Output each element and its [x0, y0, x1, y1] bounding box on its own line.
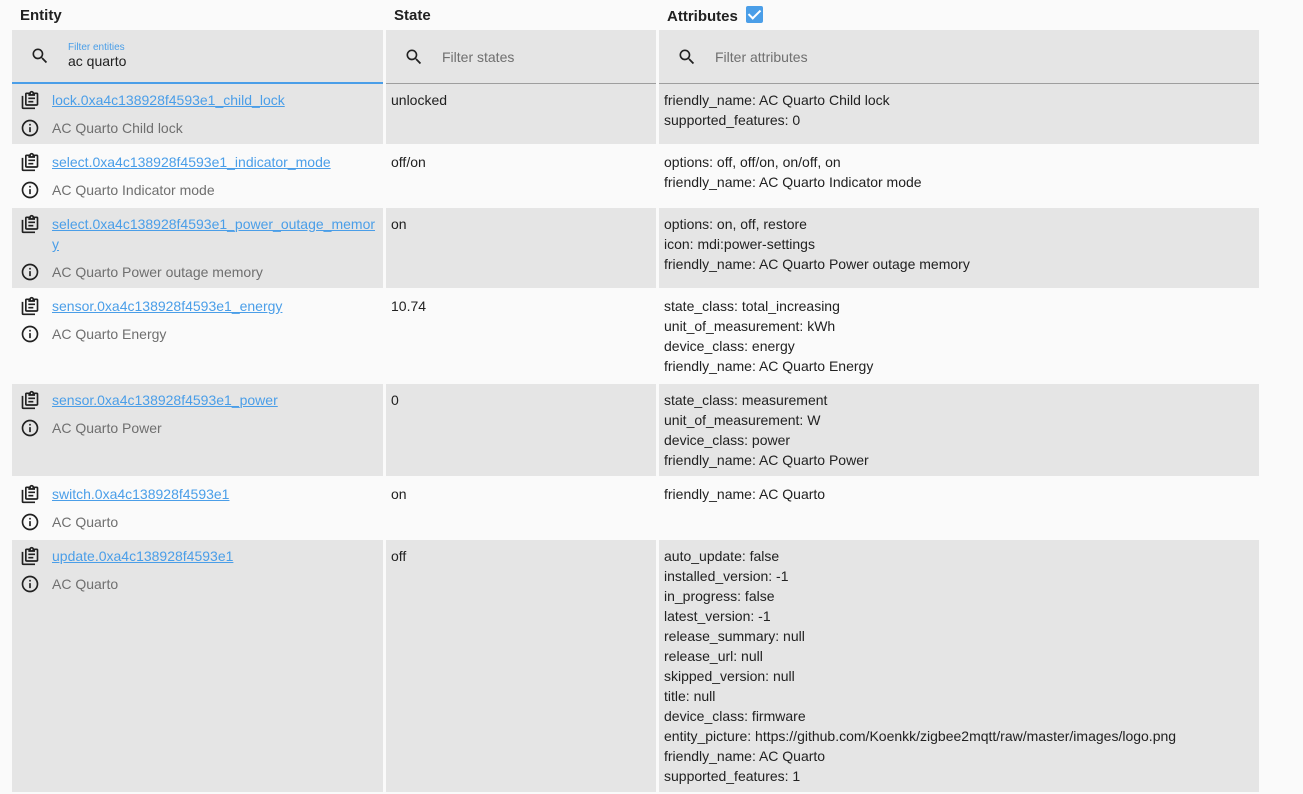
entity-friendly-name: AC Quarto Power [52, 420, 162, 436]
header-attributes [659, 0, 1259, 30]
copy-clipboard-icon[interactable] [20, 546, 40, 566]
info-icon[interactable] [20, 118, 40, 138]
attributes-cell [659, 146, 1259, 208]
table-row [12, 84, 1259, 146]
entity-id-link[interactable]: select.0xa4c138928f4593e1_indicator_mode [52, 154, 331, 170]
attribute-line: friendly_name: AC Quarto Child lock [664, 92, 890, 108]
attribute-line: entity_picture: https://github.com/Koenkk/zigbee2mqtt/raw/master/images/logo.png [664, 728, 1177, 744]
table-row [12, 208, 1259, 290]
state-value: on [391, 216, 407, 232]
entity-id-link[interactable]: sensor.0xa4c138928f4593e1_power [52, 392, 278, 408]
entity-id-link[interactable]: switch.0xa4c138928f4593e1 [52, 486, 230, 502]
entity-cell [12, 540, 383, 794]
copy-clipboard-icon[interactable] [20, 214, 40, 234]
state-value: off [391, 548, 407, 564]
attribute-line: device_class: firmware [664, 708, 806, 724]
info-icon[interactable] [20, 512, 40, 532]
copy-clipboard-icon[interactable] [20, 296, 40, 316]
header-state-label: State [394, 6, 431, 24]
attribute-line: latest_version: -1 [664, 608, 771, 624]
attributes-cell [659, 384, 1259, 478]
attributes-cell [659, 208, 1259, 290]
filter-attributes-input[interactable]: Filter attributes [715, 48, 808, 65]
attribute-line: in_progress: false [664, 588, 775, 604]
state-value: 0 [391, 392, 399, 408]
attribute-line: device_class: energy [664, 338, 795, 354]
attributes-cell [659, 540, 1259, 794]
attribute-line: friendly_name: AC Quarto Energy [664, 358, 874, 374]
search-icon [404, 47, 424, 67]
entity-id-link[interactable]: sensor.0xa4c138928f4593e1_energy [52, 298, 283, 314]
attribute-line: state_class: measurement [664, 392, 828, 408]
attribute-line: auto_update: false [664, 548, 780, 564]
entity-cell [12, 290, 383, 384]
copy-clipboard-icon[interactable] [20, 152, 40, 172]
entity-friendly-name: AC Quarto [52, 514, 119, 530]
attribute-line: supported_features: 0 [664, 112, 801, 128]
state-value: off/on [391, 154, 426, 170]
state-value: on [391, 486, 407, 502]
attribute-line: friendly_name: AC Quarto [664, 748, 826, 764]
info-icon[interactable] [20, 574, 40, 594]
table-row [12, 384, 1259, 478]
attribute-line: release_url: null [664, 648, 763, 664]
entity-cell [12, 478, 383, 540]
entity-id-link[interactable]: select.0xa4c138928f4593e1_power_outage_memory [52, 216, 376, 252]
attribute-line: icon: mdi:power-settings [664, 236, 815, 252]
header-attributes-label: Attributes [667, 7, 738, 25]
search-icon [677, 47, 697, 67]
attribute-line: title: null [664, 688, 716, 704]
entity-cell [12, 84, 383, 146]
entity-friendly-name: AC Quarto Indicator mode [52, 182, 215, 198]
state-cell [386, 290, 656, 384]
state-value: unlocked [391, 92, 448, 108]
info-icon[interactable] [20, 180, 40, 200]
state-cell [386, 208, 656, 290]
attributes-checkbox[interactable] [746, 6, 763, 23]
header-entity [12, 0, 383, 30]
table-row [12, 540, 1259, 794]
entity-cell [12, 384, 383, 478]
attributes-cell [659, 290, 1259, 384]
state-cell [386, 384, 656, 478]
filter-states-field[interactable] [386, 30, 656, 84]
info-icon[interactable] [20, 418, 40, 438]
filter-attributes-field[interactable] [659, 30, 1259, 84]
attributes-cell [659, 478, 1259, 540]
attribute-line: skipped_version: null [664, 668, 795, 684]
entity-cell [12, 146, 383, 208]
table-row [12, 478, 1259, 540]
state-cell [386, 540, 656, 794]
filter-states-input[interactable]: Filter states [442, 48, 515, 65]
attribute-line: friendly_name: AC Quarto Power outage memory [664, 256, 970, 272]
state-cell [386, 146, 656, 208]
attribute-line: state_class: total_increasing [664, 298, 840, 314]
copy-clipboard-icon[interactable] [20, 484, 40, 504]
header-state [386, 0, 656, 30]
entity-friendly-name: AC Quarto [52, 576, 119, 592]
info-icon[interactable] [20, 262, 40, 282]
attribute-line: unit_of_measurement: kWh [664, 318, 836, 334]
search-icon [30, 46, 50, 66]
attribute-line: supported_features: 1 [664, 768, 801, 784]
entity-friendly-name: AC Quarto Power outage memory [52, 264, 263, 280]
attribute-line: friendly_name: AC Quarto Indicator mode [664, 174, 922, 190]
attribute-line: installed_version: -1 [664, 568, 789, 584]
states-table [9, 0, 1262, 794]
copy-clipboard-icon[interactable] [20, 390, 40, 410]
state-cell [386, 84, 656, 146]
attributes-cell [659, 84, 1259, 146]
entity-friendly-name: AC Quarto Child lock [52, 120, 183, 136]
entity-id-link[interactable]: lock.0xa4c138928f4593e1_child_lock [52, 92, 285, 108]
filter-entities-input[interactable]: ac quarto [68, 52, 127, 69]
attribute-line: unit_of_measurement: W [664, 412, 821, 428]
entity-cell [12, 208, 383, 290]
attribute-line: options: off, off/on, on/off, on [664, 154, 841, 170]
attribute-line: release_summary: null [664, 628, 805, 644]
state-cell [386, 478, 656, 540]
header-entity-label: Entity [20, 6, 62, 24]
attribute-line: friendly_name: AC Quarto [664, 486, 826, 502]
info-icon[interactable] [20, 324, 40, 344]
entity-friendly-name: AC Quarto Energy [52, 326, 167, 342]
filter-entities-field[interactable] [12, 30, 383, 84]
attribute-line: friendly_name: AC Quarto Power [664, 452, 869, 468]
table-row [12, 290, 1259, 384]
attribute-line: options: on, off, restore [664, 216, 807, 232]
copy-clipboard-icon[interactable] [20, 90, 40, 110]
table-row [12, 146, 1259, 208]
filter-entities-label: Filter entities [68, 41, 125, 53]
entity-id-link[interactable]: update.0xa4c138928f4593e1 [52, 548, 234, 564]
attribute-line: device_class: power [664, 432, 791, 448]
state-value: 10.74 [391, 298, 427, 314]
